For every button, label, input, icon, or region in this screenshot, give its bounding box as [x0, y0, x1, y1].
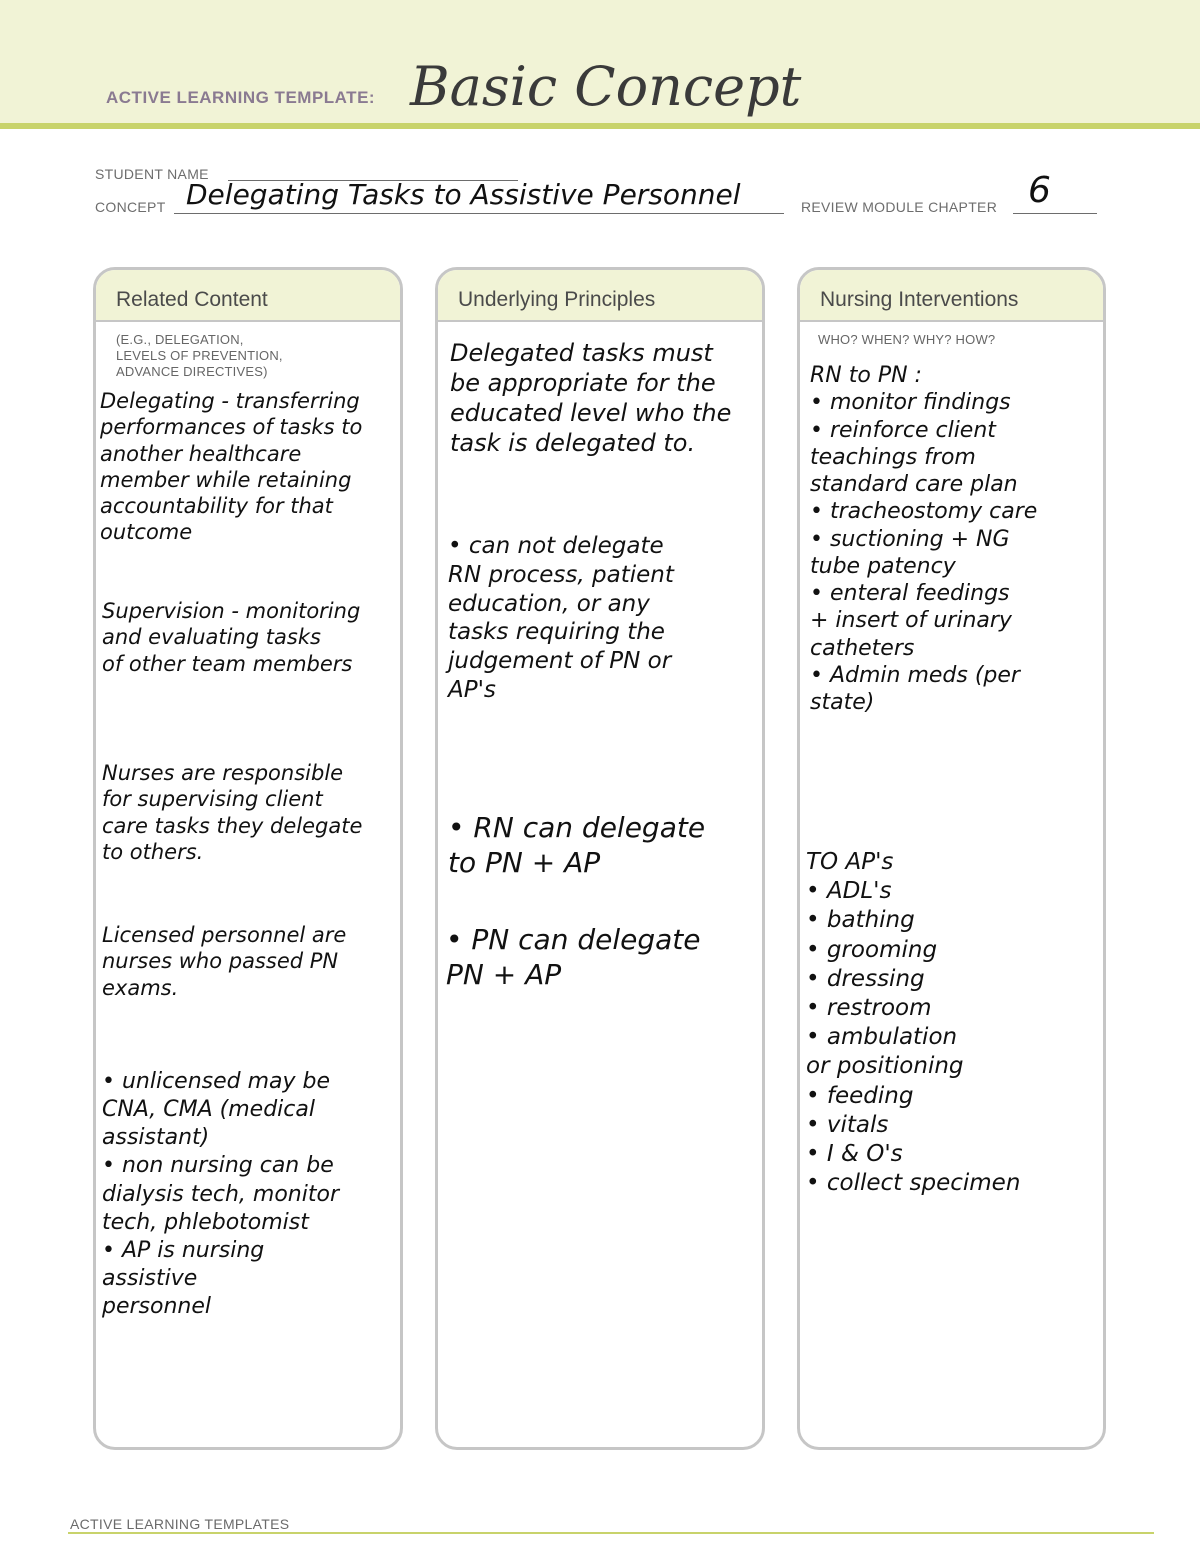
footer-divider [68, 1532, 1154, 1534]
related-content-panel [93, 267, 403, 1450]
note-supervision-definition: Supervision - monitoring and evaluating tasks of other team members [102, 599, 361, 676]
related-content-hint: (E.G., DELEGATION, LEVELS OF PREVENTION, ADVANCE DIRECTIVES) [116, 332, 283, 379]
template-title: Basic Concept [410, 55, 802, 118]
note-licensed-personnel: Licensed personnel are nurses who passed PN exams. [102, 923, 347, 1000]
chapter-value: 6 [1028, 170, 1051, 211]
nursing-interventions-title: Nursing Interventions [800, 270, 1103, 322]
student-name-label: STUDENT NAME [95, 166, 209, 182]
note-rn-to-pn: RN to PN : • monitor findings • reinforce client teachings from standard care plan • tracheostomy care • suctioning + NG tube patency • enteral feedings + insert of urinary catheters • Admin meds (per state) [810, 363, 1038, 716]
nursing-interventions-panel [797, 267, 1106, 1450]
template-label: ACTIVE LEARNING TEMPLATE: [106, 88, 376, 107]
chapter-field[interactable] [1013, 213, 1097, 214]
note-cannot-delegate: • can not delegate RN process, patient education, or any tasks requiring the judgement of PN or AP's [448, 533, 674, 703]
underlying-principles-title: Underlying Principles [438, 270, 762, 322]
concept-label: CONCEPT [95, 199, 166, 215]
concept-value: Delegating Tasks to Assistive Personnel [186, 178, 741, 211]
note-nurse-responsibility: Nurses are responsible for supervising client care tasks they delegate to others. [102, 761, 363, 864]
underlying-principles-panel [435, 267, 765, 1450]
note-delegating-definition: Delegating - transferring performances of tasks to another healthcare member while retaining accountability for that outcome [100, 389, 363, 545]
note-appropriate-tasks: Delegated tasks must be appropriate for the educated level who the task is delegated to. [450, 339, 732, 457]
note-to-aps: TO AP's • ADL's • bathing • grooming • dressing • restroom • ambulation or positioning • feeding • vitals • I & O's • collect specimen [806, 849, 1021, 1197]
note-pn-delegate: • PN can delegate PN + AP [446, 923, 701, 991]
chapter-label: REVIEW MODULE CHAPTER [801, 199, 998, 215]
footer-text: ACTIVE LEARNING TEMPLATES [70, 1516, 290, 1532]
related-content-title: Related Content [96, 270, 400, 322]
note-unlicensed-personnel: • unlicensed may be CNA, CMA (medical assistant) • non nursing can be dialysis tech, monitor tech, phlebotomist • AP is nursing assistive personnel [102, 1069, 339, 1320]
header-divider [0, 123, 1200, 129]
concept-field[interactable] [174, 213, 784, 214]
note-rn-delegate: • RN can delegate to PN + AP [448, 811, 706, 879]
nursing-interventions-hint: WHO? WHEN? WHY? HOW? [818, 332, 996, 347]
